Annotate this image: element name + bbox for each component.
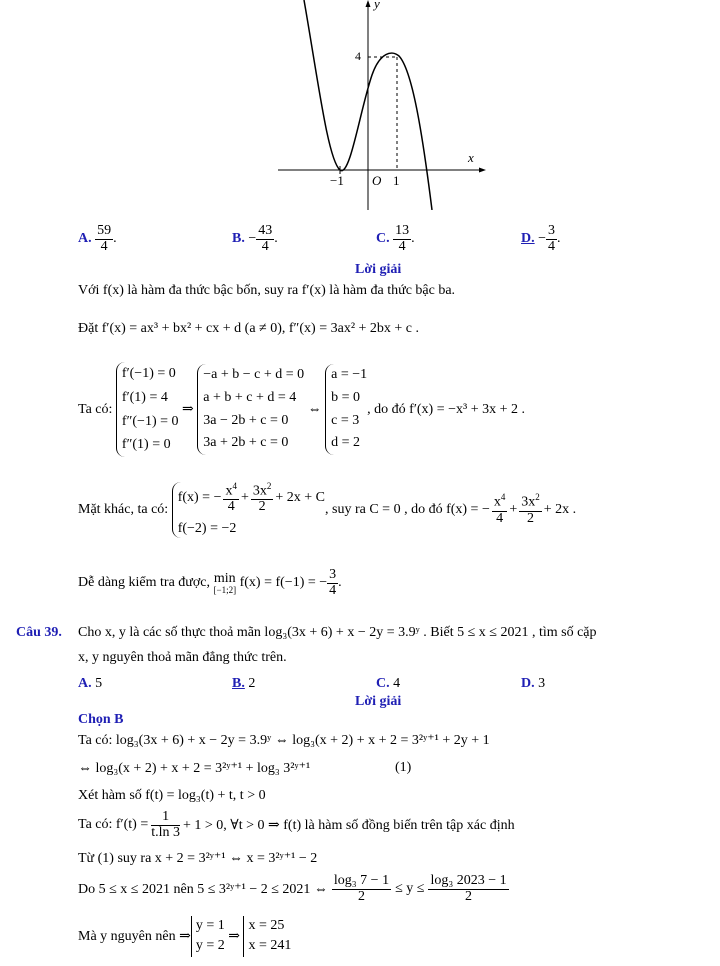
q39-answer-a[interactable]: A. 5: [78, 676, 103, 691]
answer-a[interactable]: A. $\frac{59}{4}$ .: [78, 223, 117, 254]
q39-answer-b[interactable]: B. 2: [232, 676, 256, 691]
answer-fraction: $\frac{59}{4}$: [97, 223, 112, 254]
min-operator: min [−1;2]: [213, 570, 237, 595]
taco-label: Ta có:: [78, 401, 113, 417]
answer-c[interactable]: C. $\frac{13}{4}$ .: [376, 223, 415, 254]
answer-fraction: $\frac{13}{4}$: [395, 223, 410, 254]
q39-line2-tag: (1): [395, 760, 412, 775]
derivative-result: , do đó f′(x) = −x³ + 3x + 2 .: [367, 401, 525, 417]
de-dang-text: Dễ dàng kiểm tra được,: [78, 575, 211, 591]
q39-line1: Ta có: log₃(3x + 6) + x − 2y = 3.9ʸ ⇔ log₃(x + 2) + x + 2 = 3²ʸ⁺¹ + 2y + 1: [78, 733, 490, 748]
q39-line2: ⇔ log₃(x + 2) + x + 2 = 3²ʸ⁺¹ + log₃ 3²ʸ⁺¹: [78, 761, 311, 776]
system-4: f(x) = − $\frac{x^4}{4}$ + $\frac{3x^2}{2}$ + 2x + C f(−2) = −2: [172, 482, 325, 538]
x-cases: x = 25 x = 241: [243, 916, 291, 957]
answer-b[interactable]: B. − $\frac{43}{4}$ .: [232, 223, 278, 254]
q39-line4: Ta có: f′(t) = $\frac{1}{t.\ln 3}$ + 1 > 0, ∀t > 0 ⇒ f(t) là hàm số đồng biến trên tập xác định: [78, 809, 515, 840]
system-3: a = −1 b = 0 c = 3 d = 2: [325, 364, 367, 455]
answer-sign: −: [538, 231, 547, 247]
q39-line3: Xét hàm số f(t) = log₃(t) + t, t > 0: [78, 788, 266, 803]
system-2: −a + b − c + d = 0 a + b + c + d = 4 3a − 2b + c = 0 3a + 2b + c = 0: [197, 364, 304, 455]
q39-answer-c[interactable]: C. 4: [376, 676, 401, 691]
min-equation: f(x) = f(−1) = −: [239, 575, 328, 591]
q39-line6: Do 5 ≤ x ≤ 2021 nên 5 ≤ 3²ʸ⁺¹ − 2 ≤ 2021 ⇔ $\frac{\text{log₃ 7 − 1}}{2}$ ≤ y ≤ $\frac{\text{log₃ 2023 − 1}}{2}$: [78, 873, 507, 904]
answer-d[interactable]: D. − $\frac{3}{4}$ .: [521, 223, 561, 254]
q39-line5: Từ (1) suy ra x + 2 = 3²ʸ⁺¹ ⇔ x = 3²ʸ⁺¹ − 2: [78, 851, 318, 866]
q39-line7: Mà y nguyên nên ⇒ y = 1 y = 2 ⇒ x = 25 x = 241: [78, 916, 291, 957]
solution-heading: Lời giải: [355, 262, 402, 277]
question-39-label: Câu 39.: [16, 625, 62, 640]
answer-letter: D.: [521, 231, 535, 247]
answer-fraction: $\frac{43}{4}$: [258, 223, 273, 254]
sol38-systems: Ta có: f′(−1) = 0 f′(1) = 4 f″(−1) = 0 f″(1) = 0 ⇒ −a + b − c + d = 0 a + b + c + d = 4 3a − 2b + c = 0 3a + 2b + c = 0 ⇔ a = −1 b = 0 c = 3 d = 2 , do đó f′(x) = −x³ + 3x + 2 .: [78, 362, 525, 457]
answer-letter: A.: [78, 231, 92, 247]
answer-sign: −: [248, 231, 257, 247]
y-cases: y = 1 y = 2: [191, 916, 225, 957]
sol38-mat-khac: Mặt khác, ta có: f(x) = − $\frac{x^4}{4}$ + $\frac{3x^2}{2}$ + 2x + C f(−2) = −2 , suy ra C = 0 , do đó f(x) = − $\frac{x^4}{4}$ + $\frac{3x^2}{2}$ + 2x .: [78, 481, 577, 537]
x-axis-label: x: [468, 150, 474, 165]
sol38-line2: Đặt f′(x) = ax³ + bx² + cx + d (a ≠ 0), f″(x) = 3ax² + 2bx + c .: [78, 321, 420, 336]
sol38-line1: Với f(x) là hàm đa thức bậc bốn, suy ra f′(x) là hàm đa thức bậc ba.: [78, 283, 456, 298]
x-tick-1: 1: [393, 173, 400, 188]
q39-text-line2: x, y nguyên thoả mãn đẳng thức trên.: [78, 650, 287, 665]
answer-letter: C.: [376, 231, 390, 247]
q39-answer-d[interactable]: D. 3: [521, 676, 546, 691]
sol38-min: Dễ dàng kiểm tra được, min [−1;2] f(x) = f(−1) = − $\frac{3}{4}$ .: [78, 567, 342, 598]
x-tick-neg1: −1: [330, 173, 344, 188]
y-tick-4: 4: [355, 49, 361, 63]
q39-choice: Chọn B: [78, 712, 124, 727]
mat-khac-label: Mặt khác, ta có:: [78, 501, 169, 517]
answer-letter: B.: [232, 231, 245, 247]
system-1: f′(−1) = 0 f′(1) = 4 f″(−1) = 0 f″(1) = 0: [116, 362, 179, 457]
y-axis-label: y: [374, 0, 380, 11]
origin-label: O: [372, 173, 382, 188]
suy-ra-text: , suy ra C = 0 , do đó f(x) = −: [325, 501, 490, 517]
q39-text-line1: Cho x, y là các số thực thoả mãn log₃(3x + 6) + x − 2y = 3.9ʸ . Biết 5 ≤ x ≤ 2021 , tìm số cặp: [78, 625, 597, 640]
answer-fraction: $\frac{3}{4}$: [548, 223, 556, 254]
q39-solution-heading: Lời giải: [355, 694, 402, 709]
